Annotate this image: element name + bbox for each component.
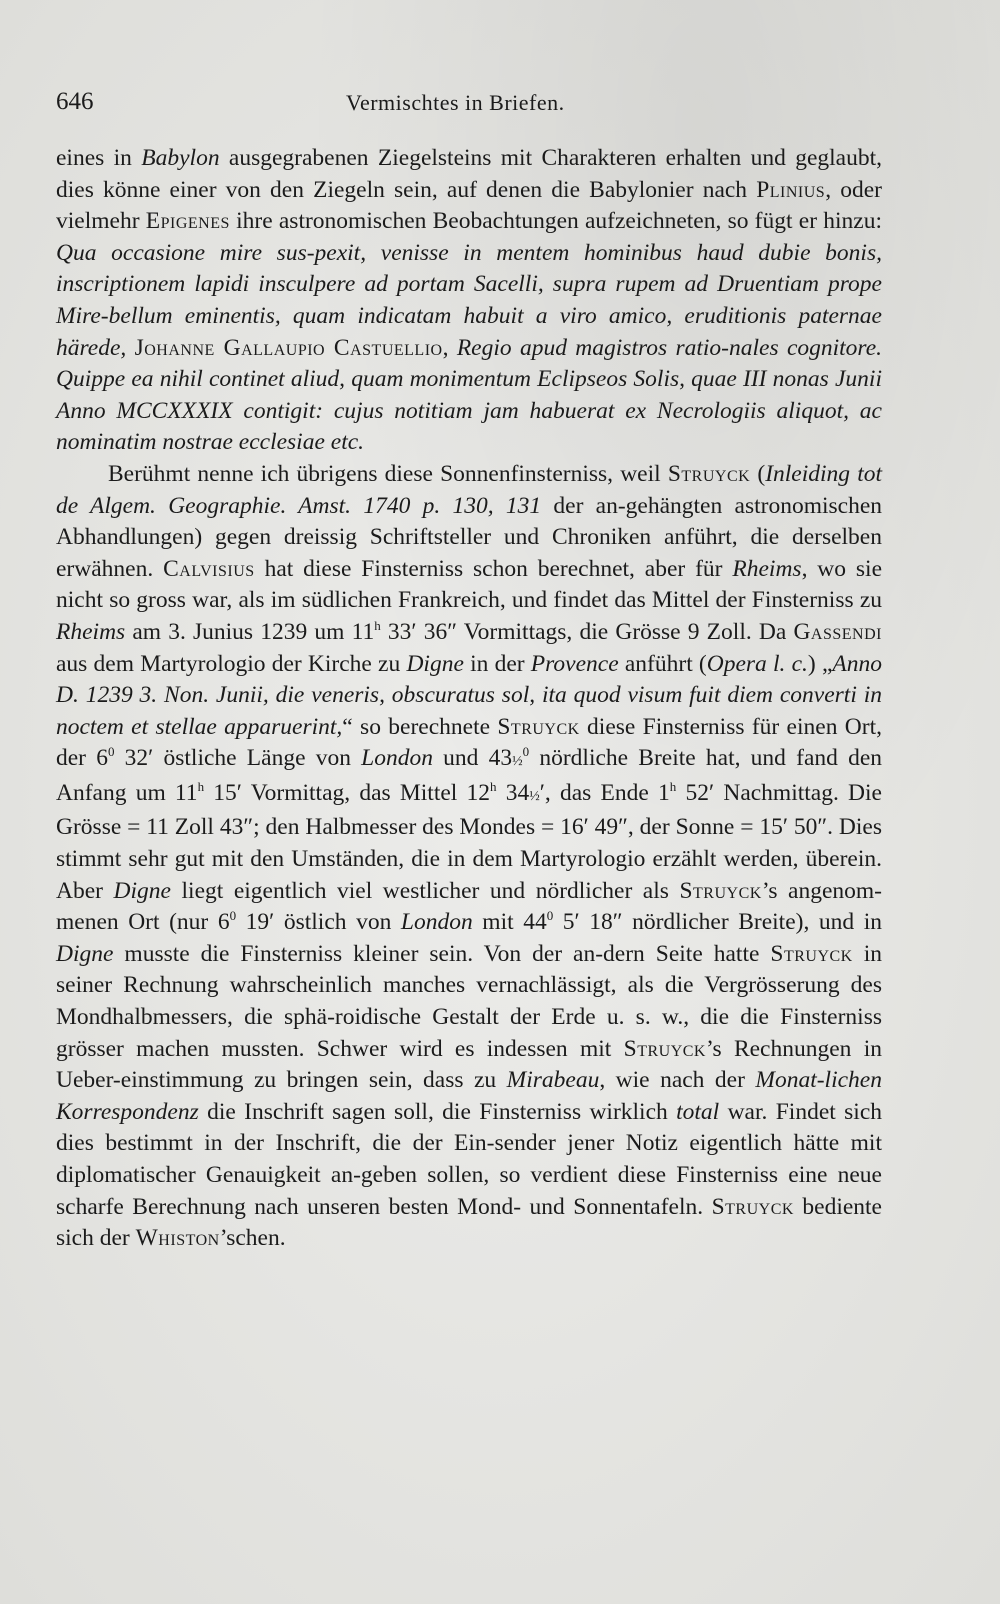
text-run: eines in	[56, 145, 142, 171]
text-run: “ so berechnete	[342, 713, 498, 740]
citation: Inleiding tot de Algem. Geographie. Amst. 1740 p. 130, 131	[56, 460, 883, 519]
text-run: in der	[463, 650, 531, 677]
place-name: Digne	[406, 650, 464, 677]
hour-mark: h	[490, 778, 497, 794]
text-run: ihre astronomischen Beobachtungen aufzeichneten, so fügt er hinzu:	[229, 208, 882, 235]
text-run: mit 44	[472, 909, 547, 936]
person-name: Whiston	[135, 1225, 220, 1252]
body-text	[56, 143, 882, 1255]
emphasis: total	[676, 1098, 720, 1125]
text-run: , wie nach der	[599, 1067, 756, 1094]
page-header	[56, 88, 886, 124]
text-run: die Inschrift sagen soll, die Finsterniss wirklich	[198, 1098, 677, 1125]
place-name: Rheims	[732, 555, 802, 582]
person-name: Struyck	[497, 713, 580, 740]
text-run: 15′ Vormittag, das Mittel 12	[204, 779, 491, 806]
text-run: , oder vielmehr	[56, 176, 882, 235]
place-name: Babylon	[141, 145, 220, 171]
text-run: musste die Finsterniss kleiner sein. Von der an-dern Seite hatte	[113, 940, 771, 967]
degree-mark: 0	[546, 908, 554, 924]
text-run: ) „	[807, 650, 833, 677]
citation: Monat-lichen Korrespondenz	[56, 1067, 882, 1125]
text-run: 19′ östlich von	[236, 909, 401, 936]
text-run: der an-gehängten astronomischen Abhandlungen) gegen dreissig Schriftsteller und Chroniken anführt, die derselben erwähnen.	[56, 492, 883, 582]
person-name: Gassendi	[793, 618, 882, 645]
text-run: bediente sich der	[56, 1193, 882, 1252]
running-title: Vermischtes in Briefen.	[346, 90, 565, 115]
person-name: Struyck	[770, 940, 853, 967]
text-run: und 43	[432, 745, 513, 772]
place-name: Rheims	[56, 618, 126, 645]
place-name: Provence	[530, 650, 619, 677]
text-run: ,	[442, 334, 457, 361]
latin-quote: Regio apud magistros ratio-nales cognitore. Quippe ea nihil continet aliud, quam monimentum Eclipseos Solis, quae III nonas Junii Anno MCCXXXIX contigit: cujus notitiam jam habuerat ex Necrologiis aliquot, ac nominatim nostrae ecclesiae etc.	[56, 334, 883, 456]
paragraph-2	[56, 459, 882, 1255]
place-name: London	[400, 909, 473, 936]
text-run: anführt (	[618, 650, 707, 677]
person-name: Struyck	[667, 460, 751, 487]
place-name: London	[361, 745, 433, 772]
fraction: ½	[512, 754, 523, 770]
place-name: Mirabeau	[506, 1067, 600, 1094]
person-name: Epigenes	[145, 208, 230, 235]
text-run: 33′ 36″ Vormittags, die Grösse 9 Zoll. Da	[380, 618, 794, 645]
place-name: Digne	[113, 877, 171, 904]
text-run: 32′ östliche Länge von	[114, 745, 362, 772]
place-name: Digne	[56, 940, 114, 967]
text-run: war. Findet sich dies bestimmt in der Inschrift, die der Ein-sender jener Notiz eigentlich hätte mit diplomatischer Genauigkeit an-geben sollen, so verdient diese Finsterniss eine neue scharfe Berechnung nach unseren besten Mond- und Sonnentafeln.	[56, 1098, 883, 1220]
latin-quote: Anno D. 1239 3. Non. Junii, die veneris, obscuratus sol, ita quod visum fuit diem converti in noctem et stellae apparuerint,	[56, 650, 882, 740]
hour-mark: h	[374, 617, 381, 633]
person-name: Struyck	[623, 1035, 706, 1062]
fraction: ½	[529, 788, 540, 804]
hour-mark: h	[669, 778, 677, 794]
citation: Opera l. c.	[706, 650, 808, 677]
hour-mark: h	[197, 778, 205, 794]
person-name: Johanne Gallaupio Castuellio	[134, 334, 443, 361]
text-run: ’schen.	[219, 1225, 286, 1252]
degree-mark: 0	[229, 908, 237, 924]
text-run: (	[750, 460, 766, 487]
person-name: Struyck	[711, 1193, 794, 1220]
text-run: diese Finsterniss für einen Ort, der 6	[56, 713, 882, 772]
text-run: Berühmt nenne ich übrigens diese Sonnenfinsterniss, weil	[108, 460, 668, 487]
text-run: 5′ 18″ nördlicher Breite), und in	[553, 909, 882, 936]
text-run: 52′ Nachmittag. Die Grösse = 11 Zoll 43″; den Halbmesser des Mondes = 16′ 49″, der Sonne = 15′ 50″. Dies stimmt sehr gut mit den Umständen, die in dem Martyrologio erzählt werden, überein. Aber	[56, 779, 882, 904]
text-run: ’s angenom-menen Ort (nur 6	[56, 877, 882, 936]
text-run: ’s Rechnungen in Ueber-einstimmung zu bringen sein, dass zu	[56, 1035, 882, 1094]
person-name: Calvisius	[163, 555, 255, 582]
text-run	[126, 335, 134, 361]
text-run: am 3. Junius 1239 um 11	[125, 618, 375, 645]
text-run: nördliche Breite hat, und fand den Anfang um 11	[56, 745, 883, 806]
degree-mark: 0	[107, 744, 115, 760]
text-run: ′, das Ende 1	[539, 779, 670, 806]
text-run: aus dem Martyrologio der Kirche zu	[56, 650, 407, 677]
paragraph-1	[56, 143, 882, 459]
text-run: in seiner Rechnung wahrscheinlich manches vernachlässigt, als die Vergrösserung des Mondhalbmessers, die sphä-roidische Gestalt der Erde u. s. w., die die Finsterniss grösser machen mussten. Schwer wird es indessen mit	[56, 940, 883, 1062]
text-run: , wo sie nicht so gross war, als im südlichen Frankreich, und findet das Mittel der Finsterniss zu	[56, 555, 883, 614]
text-run: liegt eigentlich viel westlicher und nördlicher als	[170, 877, 680, 904]
text-run: hat diese Finsterniss schon berechnet, aber für	[254, 555, 733, 582]
text-run: 34	[496, 779, 530, 806]
degree-mark: 0	[522, 744, 530, 760]
person-name: Plinius	[756, 176, 826, 203]
page-number: 646	[56, 88, 94, 115]
person-name: Struyck	[679, 877, 762, 904]
text-run: ausgegrabenen Ziegelsteins mit Charakteren erhalten und geglaubt, dies könne einer von den Ziegeln sein, auf denen die Babylonier nach	[56, 145, 882, 203]
latin-quote: Qua occasione mire sus-pexit, venisse in mentem hominibus haud dubie bonis, inscriptionem lapidi insculpere ad portam Sacelli, supra rupem ad Druentiam prope Mire-bellum eminentis, quam indicatam habuit a viro amico, eruditionis paternae härede,	[56, 239, 882, 361]
